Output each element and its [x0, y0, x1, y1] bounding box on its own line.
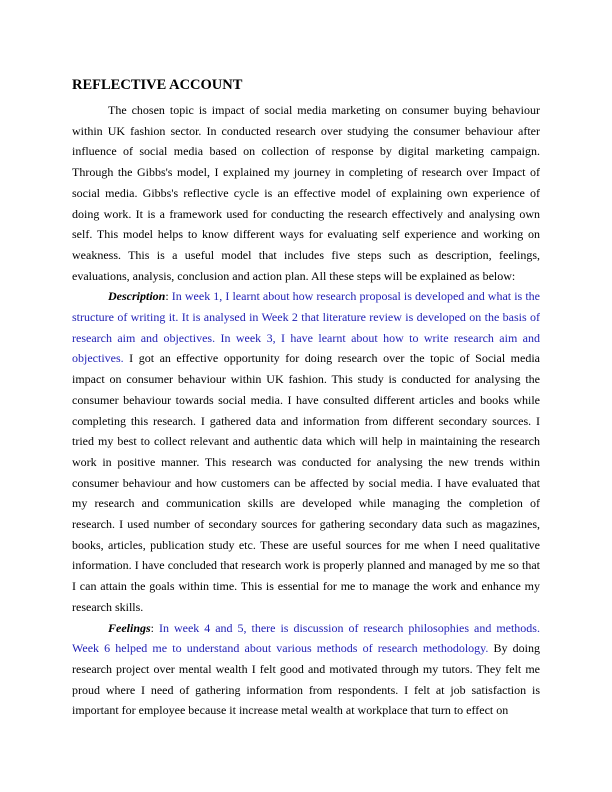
description-text: I got an effective opportunity for doing research over the topic of Social media impact on consumer behaviour within UK fashion. This study is conducted for analysing the consumer behaviour towards social media. I have consulted different articles and books while completing this research. I gathered data and information from different secondary sources. I tried my best to collect relevant and authentic data which will help in maintaining the research work in positive manner. This research was conducted for analysing the new trends within consumer behaviour and how customers can be affected by social media. I have evaluated that my research and communication skills are developed while managing the completion of research. I used number of secondary sources for gathering secondary data such as magazines, books, articles, publication study etc. These are useful sources for me when I need qualitative information. I have concluded that research work is properly planned and managed by me so that I can attain the goals within time. This is essential for me to manage the work and enhance my research skills. [72, 351, 540, 614]
intro-paragraph: The chosen topic is impact of social media marketing on consumer buying behaviour within UK fashion sector. In conducted research over studying the consumer behaviour after influence of social media based on collection of response by digital marketing campaign. Through the Gibbs's model, I explained my journey in completing of research over Impact of social media. Gibbs's reflective cycle is an effective model of explaining own experience of doing work. It is a framework used for conducting the research effectively and analysing own self. This model helps to know different ways for evaluating self experience and working on weakness. This is a useful model that includes five steps such as description, feelings, evaluations, analysis, conclusion and action plan. All these steps will be explained as below: [72, 103, 540, 283]
feelings-separator: : [150, 620, 159, 635]
feelings-label: Feelings [108, 620, 151, 635]
feelings-highlight: In week 4 and 5, there is discussion of research philosophies and methods. Week 6 helped me to understand about various methods of research methodology. [72, 620, 540, 656]
feelings-text: By doing research project over mental wealth I felt good and motivated through my tutors. They felt me proud where I need of gathering information from respondents. I felt at job satisfaction is important for employee because it increase metal wealth at workplace that turn to effect on [72, 641, 540, 718]
description-separator: : [165, 289, 172, 304]
description-paragraph [72, 286, 540, 617]
description-label: Description [108, 289, 166, 304]
feelings-paragraph [72, 618, 540, 722]
document-body [72, 100, 540, 721]
page-title: REFLECTIVE ACCOUNT [72, 77, 243, 93]
description-highlight: In week 1, I learnt about how research proposal is developed and what is the structure of writing it. It is analysed in Week 2 that literature review is developed on the basis of research aim and objectives. In week 3, I have learnt about how to write research aim and objectives. [72, 289, 540, 366]
